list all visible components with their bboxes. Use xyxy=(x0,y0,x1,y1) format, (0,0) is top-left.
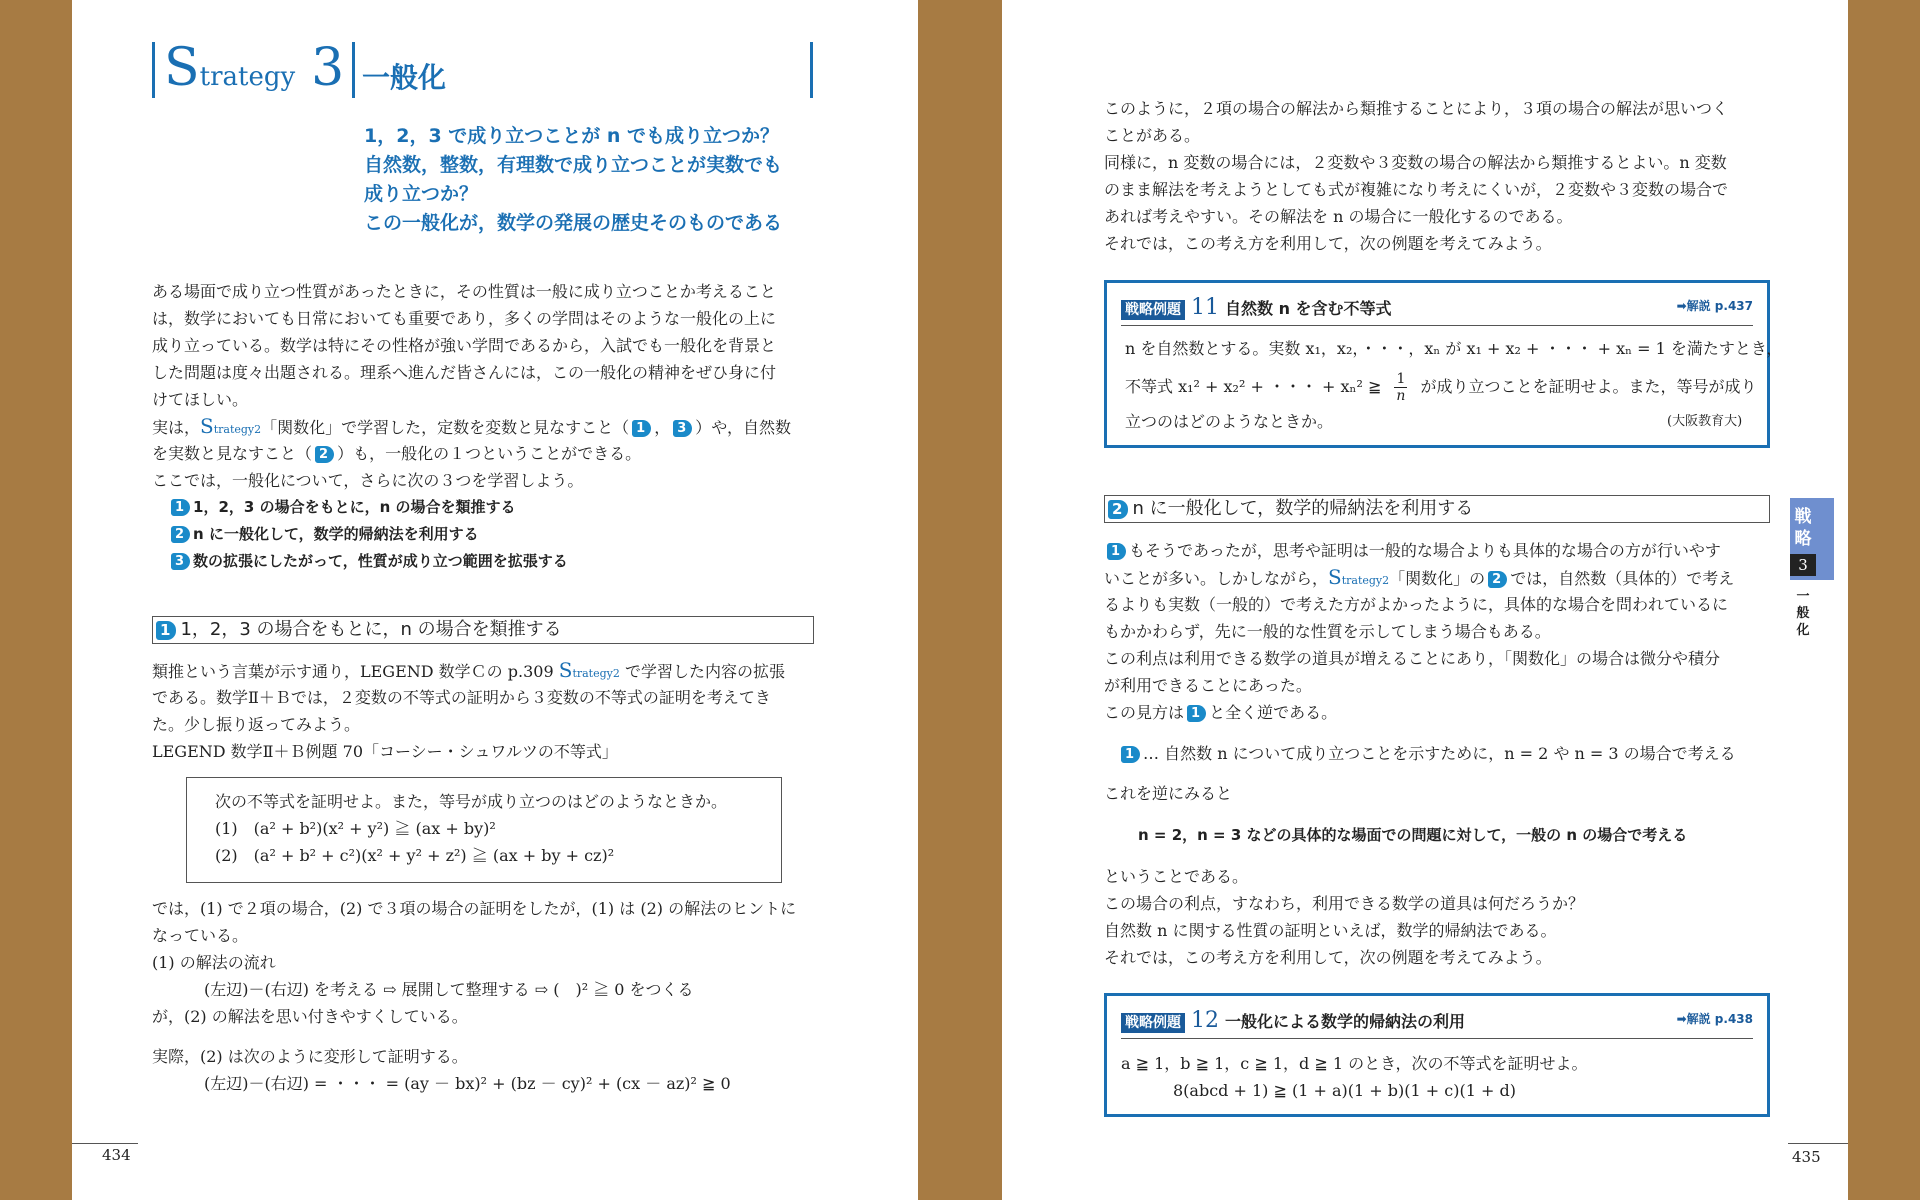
section-2-header: 2 n に一般化して，数学的帰納法を利用する xyxy=(1104,495,1770,523)
paragraph-line: 実は，Strategy2「関数化」で学習した，定数を変数と見なすこと（ 1 ， 3 ）や，自然数 xyxy=(152,414,791,438)
badge-2: 2 xyxy=(315,446,334,463)
paragraph-line: である。数学Ⅱ＋Ｂでは，２変数の不等式の証明から３変数の不等式の証明を考えてき xyxy=(152,688,771,707)
strategy-heading: Strategy 3 xyxy=(164,38,345,98)
paragraph-line: 自然数 n に関する性質の証明といえば，数学的帰納法である。 xyxy=(1104,921,1557,940)
paragraph-line: いことが多い。しかしながら，Strategy2「関数化」の 2 では，自然数（具体的）で考え xyxy=(1104,565,1735,589)
badge-1: 1 xyxy=(632,420,651,437)
answer-ref-link[interactable]: ➡解説 p.437 xyxy=(1676,299,1753,313)
example-11-header: 戦略例題 11 自然数 n を含む不等式 xyxy=(1121,295,1392,320)
example-12-header: 戦略例題 12 一般化による数学的帰納法の利用 xyxy=(1121,1008,1465,1033)
chapter-tab[interactable]: 戦 略 3 xyxy=(1790,498,1834,580)
paragraph-line: ここでは，一般化について，さらに次の３つを学習しよう。 xyxy=(152,471,584,490)
paragraph-line: 実際，(2) は次のように変形して証明する。 xyxy=(152,1047,468,1066)
paragraph-line: た。少し振り返ってみよう。 xyxy=(152,715,361,734)
page-number: 434 xyxy=(102,1146,131,1164)
paragraph-line: 1 … 自然数 n について成り立つことを示すために，n = 2 や n = 3 の場合で考える xyxy=(1118,740,1736,767)
paragraph-line: は，数学においても日常においても重要であり，多くの学問はそのような一般化の上に xyxy=(152,309,777,328)
intro-line: この一般化が，数学の発展の歴史そのものである xyxy=(364,212,783,234)
intro-line: 自然数，整数，有理数で成り立つことが実数でも xyxy=(364,154,783,176)
paragraph-line: あれば考えやすい。その解法を n の場合に一般化するのである。 xyxy=(1104,207,1573,226)
paragraph-line: 類推という言葉が示す通り，LEGEND 数学Ｃの p.309 Strategy2 で学習した内容の拡張 xyxy=(152,658,785,682)
answer-ref-link[interactable]: ➡解説 p.438 xyxy=(1676,1012,1753,1026)
paragraph-line: (左辺)－(右辺) を考える ⇨ 展開して整理する ⇨ ( )² ≧ 0 をつくる xyxy=(204,980,694,999)
badge-3: 3 xyxy=(673,420,692,437)
header-bar-right xyxy=(810,42,813,98)
paragraph-line: ことがある。 xyxy=(1104,126,1201,145)
paragraph-line: (左辺)－(右辺) = ・・・ = (ay － bx)² + (bz － cy)² + (cx － az)² ≧ 0 xyxy=(204,1074,731,1093)
list-item: 2 n に一般化して，数学的帰納法を利用する xyxy=(168,521,479,548)
header-bar-mid xyxy=(352,42,355,98)
left-page xyxy=(72,0,918,1200)
right-page xyxy=(1002,0,1848,1200)
intro-line: 1，2，3 で成り立つことが n でも成り立つか？ xyxy=(364,125,780,147)
paragraph-line: これを逆にみると xyxy=(1104,784,1233,803)
paragraph-line: それでは，この考え方を利用して，次の例題を考えてみよう。 xyxy=(1104,234,1552,253)
emphasis-line: n = 2，n = 3 などの具体的な場面での問題に対して，一般の n の場合で考える xyxy=(1138,826,1688,844)
paragraph-line: を実数と見なすこと（ 2 ）も，一般化の１つということができる。 xyxy=(152,444,642,463)
paragraph-line: るよりも実数（一般的）で考えた方がよかったように，具体的な場合を問われているに xyxy=(1104,595,1729,614)
paragraph-line: このように，２項の場合の解法から類推することにより，３項の場合の解法が思いつく xyxy=(1104,99,1729,118)
list-item: 3 数の拡張にしたがって，性質が成り立つ範囲を拡張する xyxy=(168,548,568,575)
paragraph-line: この場合の利点，すなわち，利用できる数学の道具は何だろうか？ xyxy=(1104,894,1585,913)
paragraph-line: けてほしい。 xyxy=(152,390,249,409)
section-1-header: 1 1，2，3 の場合をもとに，n の場合を類推する xyxy=(152,616,814,644)
list-item: 1 1，2，3 の場合をもとに，n の場合を類推する xyxy=(168,494,515,521)
page-title: 一般化 xyxy=(362,61,447,94)
paragraph-line: のまま解法を考えようとしても式が複雑になり考えにくいが，２変数や３変数の場合で xyxy=(1104,180,1729,199)
example-12-box: 戦略例題 12 一般化による数学的帰納法の利用 ➡解説 p.438 a ≧ 1，b ≧ 1，c ≧ 1，d ≧ 1 のとき，次の不等式を証明せよ。 8(abcd + 1) ≧ (1 + a)(1 + b)(1 + c)(1 + d) xyxy=(1104,993,1770,1117)
paragraph-line: が利用できることにあった。 xyxy=(1104,676,1312,695)
chapter-tab-label: 一 般 化 xyxy=(1796,589,1810,638)
paragraph-line: した問題は度々出題される。理系へ進んだ皆さんには，この一般化の精神をぜひ身に付 xyxy=(152,363,777,382)
paragraph-line: ある場面で成り立つ性質があったときに，その性質は一般に成り立つことか考えること xyxy=(152,282,776,301)
paragraph-line: なっている。 xyxy=(152,926,249,945)
example-11-box: 戦略例題 11 自然数 n を含む不等式 ➡解説 p.437 n を自然数とする。実数 x₁，x₂，・・・，xₙ が x₁ + x₂ + ・・・ + xₙ = 1 を満たすとき， 不等式 x₁² + x₂² + ・・・ + xₙ² ≧ $\frac{1}{n}$ が成り立つことを証明せよ。また，等号が成り 立つのはどのようなときか。 (大阪教育大) xyxy=(1104,280,1770,448)
paragraph-line: それでは，この考え方を利用して，次の例題を考えてみよう。 xyxy=(1104,948,1552,967)
paragraph-line: 成り立っている。数学は特にその性格が強い学問であるから，入試でも一般化を背景と xyxy=(152,336,777,355)
page-number: 435 xyxy=(1792,1148,1821,1166)
header-bar-left xyxy=(152,42,155,98)
paragraph-line: 同様に，n 変数の場合には，２変数や３変数の場合の解法から類推するとよい。n 変数 xyxy=(1104,153,1727,172)
quoted-problem-box: 次の不等式を証明せよ。また，等号が成り立つのはどのようなときか。 (1) (a² + b²)(x² + y²) ≧ (ax + by)² (2) (a² + b² + c²)(x² + y² + z²) ≧ (ax + by + cz)² xyxy=(186,777,782,883)
intro-line: 成り立つか？ xyxy=(364,183,479,205)
paragraph-line: が，(2) の解法を思い付きやすくしている。 xyxy=(152,1007,468,1026)
paragraph-line: (1) の解法の流れ xyxy=(152,953,276,972)
paragraph-line: 1 もそうであったが，思考や証明は一般的な場合よりも具体的な場合の方が行いやす xyxy=(1104,537,1721,564)
paragraph-line: もかかわらず，先に一般的な性質を示してしまう場合もある。 xyxy=(1104,622,1551,641)
paragraph-line: では，(1) で２項の場合，(2) で３項の場合の証明をしたが，(1) は (2) の解法のヒントに xyxy=(152,899,797,918)
paragraph-line: この見方は 1 と全く逆である。 xyxy=(1104,703,1338,722)
paragraph-line: ということである。 xyxy=(1104,867,1249,886)
paragraph-line: LEGEND 数学Ⅱ＋Ｂ例題 70「コーシー・シュワルツの不等式」 xyxy=(152,742,618,761)
paragraph-line: この利点は利用できる数学の道具が増えることにあり，「関数化」の場合は微分や積分 xyxy=(1104,649,1721,668)
